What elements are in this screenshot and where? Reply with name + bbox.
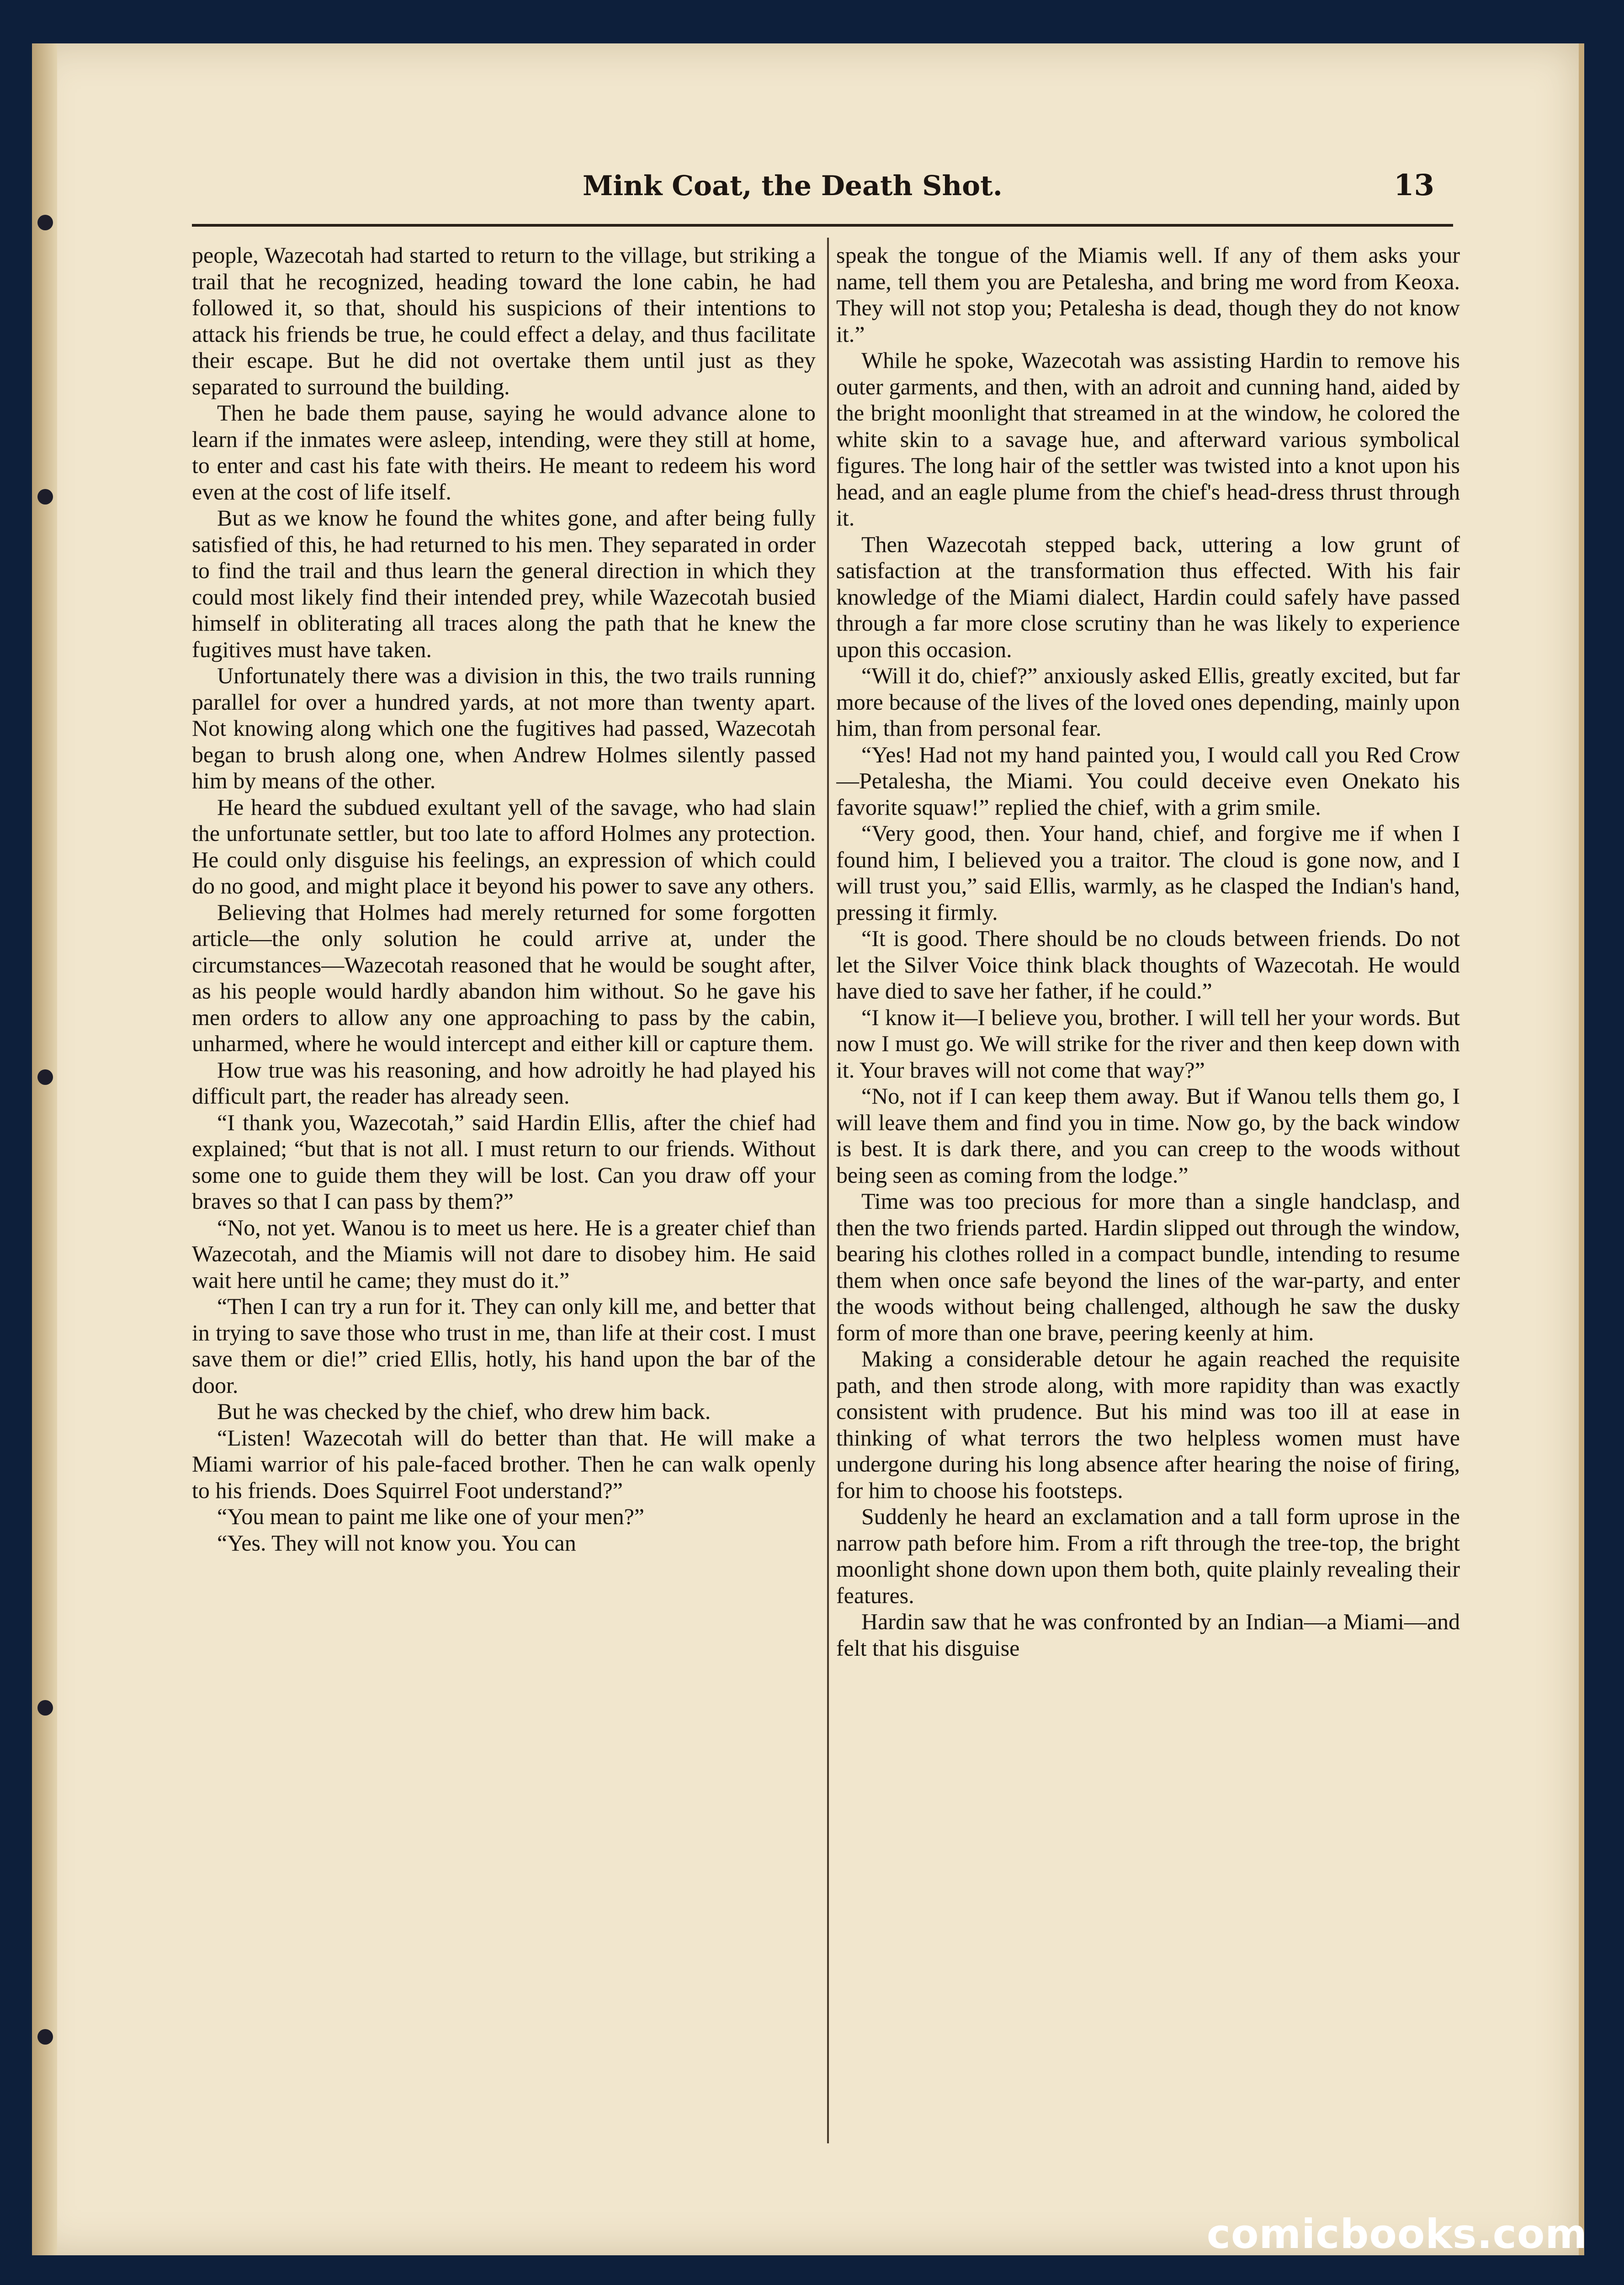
paragraph: “You mean to paint me like one of your men?” <box>217 1504 644 1529</box>
paragraph: He heard the subdued exultant yell of the savage, who had slain the unfortunate settler, but too late to afford Holmes any protection. He could only disguise his feelings, an expression of which could do no good, and might place it beyond his power to save any others. <box>192 794 816 898</box>
paragraph: Believing that Holmes had merely returned for some forgotten article—the only solution he could arrive at, under the circumstances—Wazecotah reasoned that he would be sought after, as his people would hardly abandon him without. So he gave his men orders to allow any one approaching to pass by the cabin, unharmed, where he would intercept and either kill or capture them. <box>192 899 816 1056</box>
watermark-link[interactable]: comicbooks.com <box>1206 2211 1587 2258</box>
binding-stitch <box>37 2029 53 2045</box>
paragraph: Then he bade them pause, saying he would advance alone to learn if the inmates were asleep, intending, were they still at home, to enter and cast his fate with theirs. He meant to redeem his word even at the cost of life itself. <box>192 400 816 505</box>
paragraph: But as we know he found the whites gone, and after being fully satisfied of this, he had returned to his men. They separated in order to find the trail and thus learn the general direction in which they could most likely find their intended prey, while Wazecotah busied himself in obliterating all traces along the path that he knew the fugitives must have taken. <box>192 505 816 662</box>
paragraph: “No, not if I can keep them away. But if Wanou tells them go, I will leave them and find you in time. Now go, by the back window is best. It is dark there, and you can creep to the woods without being seen as coming from the lodge.” <box>836 1083 1460 1188</box>
text-column-right <box>836 242 1460 2139</box>
paragraph: “I thank you, Wazecotah,” said Hardin Ellis, after the chief had explained; “but that is not all. I must return to our friends. Without some one to guide them they will be lost. Can you draw off your braves so that I can pass by them?” <box>192 1109 816 1214</box>
binding-stitch <box>37 489 53 505</box>
paragraph: How true was his reasoning, and how adroitly he had played his difficult part, the reader has already seen. <box>192 1057 816 1109</box>
column-divider <box>827 238 829 2143</box>
paragraph: “It is good. There should be no clouds between friends. Do not let the Silver Voice think black thoughts of Wazecotah. He would have died to save her father, if he could.” <box>836 925 1460 1004</box>
paragraph: “I know it—I believe you, brother. I will tell her your words. But now I must go. We will strike for the river and then keep down with it. Your braves will not come that way?” <box>836 1004 1460 1083</box>
paragraph: Making a considerable detour he again reached the requisite path, and then strode along, with more rapidity than was exactly consistent with prudence. But his mind was too ill at ease in thinking of what terrors the two helpless women must have undergone during his long absence after hearing the noise of firing, for him to choose his footsteps. <box>836 1346 1460 1503</box>
page-number: 13 <box>1394 168 1435 202</box>
text-column-left <box>192 242 816 2139</box>
paragraph: “Listen! Wazecotah will do better than that. He will make a Miami warrior of his pale-faced brother. Then he can walk openly to his friends. Does Squirrel Foot understand?” <box>192 1424 816 1503</box>
binding-stitch <box>37 215 53 230</box>
header-rule <box>192 224 1453 227</box>
binding-stitch <box>37 1700 53 1716</box>
binding-stitch <box>37 1069 53 1085</box>
running-head-title: Mink Coat, the Death Shot. <box>583 170 1003 202</box>
paragraph: “Then I can try a run for it. They can only kill me, and better that in trying to save those who trust in me, than life at their cost. I must save them or die!” cried Ellis, hotly, his hand upon the bar of the door. <box>192 1293 816 1398</box>
paragraph: Then Wazecotah stepped back, uttering a low grunt of satisfaction at the transformation thus effected. With his fair knowledge of the Miami dialect, Hardin could safely have passed through a far more close scrutiny than he was likely to experience upon this occasion. <box>836 531 1460 662</box>
paragraph: people, Wazecotah had started to return to the village, but striking a trail that he recognized, heading toward the lone cabin, he had followed it, so that, should his suspicions of their intentions to attack his friends be true, he could effect a delay, and thus facilitate their escape. But he did not overtake them until just as they separated to surround the building. <box>192 242 816 399</box>
paragraph: “Yes. They will not know you. You can <box>217 1530 576 1556</box>
paragraph: Suddenly he heard an exclamation and a tall form uprose in the narrow path before him. From a rift through the tree-top, the bright moonlight shone down upon them both, quite plainly revealing their features. <box>836 1504 1460 1608</box>
paragraph: Unfortunately there was a division in this, the two trails running parallel for over a hundred yards, at not more than twenty apart. Not knowing along which one the fugitives had passed, Wazecotah began to brush along one, when Andrew Holmes silently passed him by means of the other. <box>192 663 816 793</box>
paragraph: While he spoke, Wazecotah was assisting Hardin to remove his outer garments, and then, with an adroit and cunning hand, aided by the bright moonlight that streamed in at the window, he colored the white skin to a savage hue, and afterward various symbolical figures. The long hair of the settler was twisted into a knot upon his head, and an eagle plume from the chief's head-dress thrust through it. <box>836 347 1460 531</box>
paragraph: “No, not yet. Wanou is to meet us here. He is a greater chief than Wazecotah, and the Miamis will not dare to disobey him. He said wait here until he came; they must do it.” <box>192 1214 816 1293</box>
paragraph: But he was checked by the chief, who drew him back. <box>217 1398 711 1424</box>
paragraph: Hardin saw that he was confronted by an Indian—a Miami—and felt that his disguise <box>836 1609 1460 1661</box>
paragraph: “Will it do, chief?” anxiously asked Ellis, greatly excited, but far more because of the lives of the loved ones depending, mainly upon him, than from personal fear. <box>836 663 1460 741</box>
binding-gutter <box>32 43 57 2255</box>
paragraph: “Yes! Had not my hand painted you, I would call you Red Crow—Petalesha, the Miami. You could deceive even Onekato his favorite squaw!” replied the chief, with a grim smile. <box>836 741 1460 820</box>
paragraph: Time was too precious for more than a single handclasp, and then the two friends parted. Hardin slipped out through the window, bearing his clothes rolled in a compact bundle, intending to resume them when once safe beyond the lines of the war-party, and enter the woods without being challenged, although he saw the dusky form of more than one brave, peering keenly at him. <box>836 1188 1460 1345</box>
paragraph: “Very good, then. Your hand, chief, and forgive me if when I found him, I believed you a traitor. The cloud is gone now, and I will trust you,” said Ellis, warmly, as he clasped the Indian's hand, pressing it firmly. <box>836 820 1460 925</box>
paragraph: speak the tongue of the Miamis well. If any of them asks your name, tell them you are Petalesha, and bring me word from Keoxa. They will not stop you; Petalesha is dead, though they do not know it.” <box>836 242 1460 347</box>
